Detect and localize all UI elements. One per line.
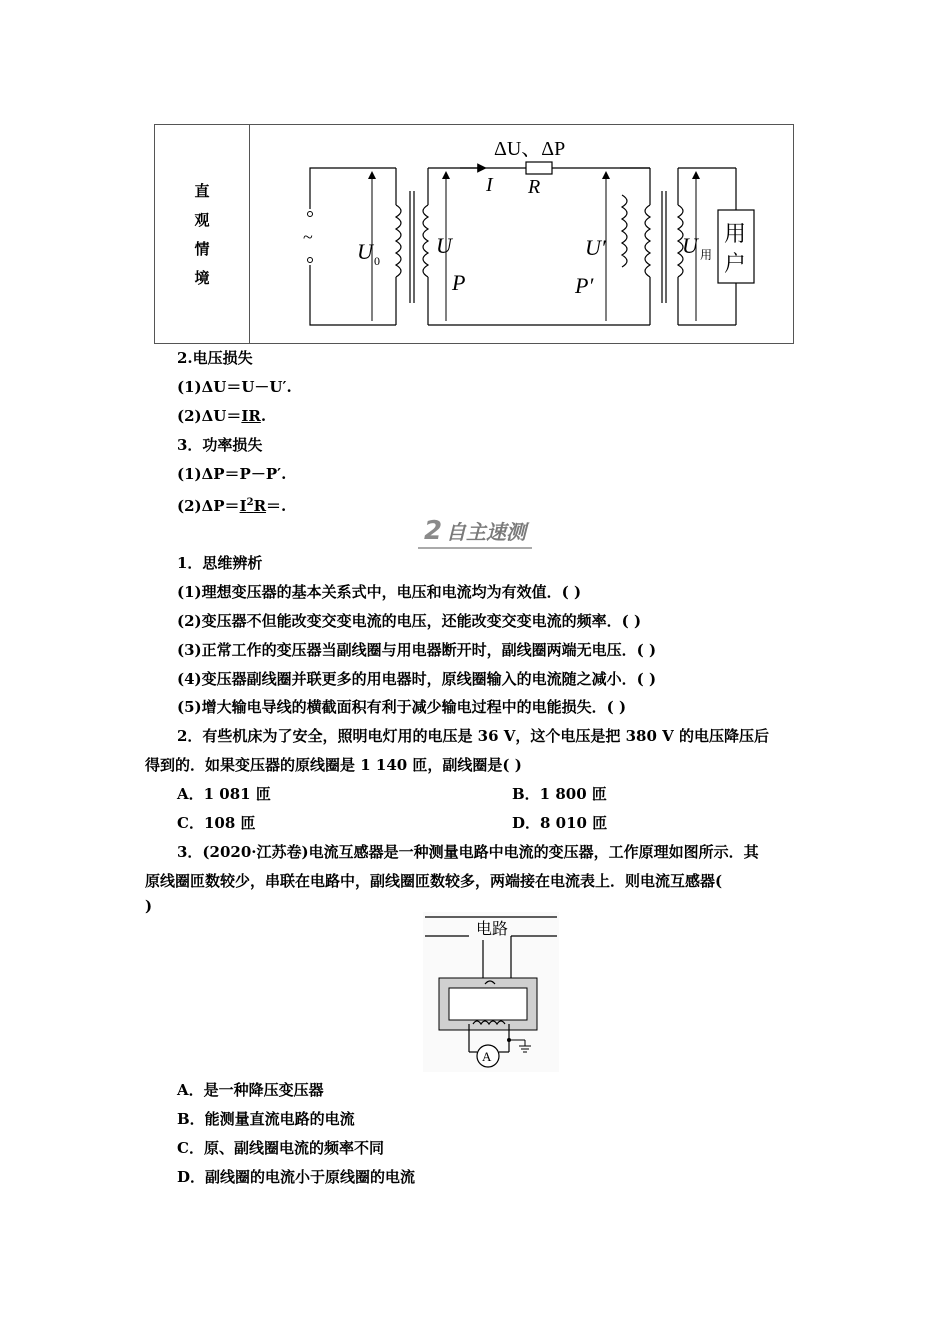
voltage-loss-formula-2 bbox=[177, 406, 266, 426]
section-number: 2 bbox=[423, 516, 443, 546]
q2-option-c: C．108 匝 bbox=[177, 814, 256, 832]
current-transformer-figure bbox=[423, 912, 559, 1072]
q3-stem-line: ) bbox=[145, 897, 153, 915]
q2-option-a: A．1 081 匝 bbox=[177, 785, 271, 803]
formula-text: (2)ΔU＝ bbox=[177, 407, 242, 425]
voltage-loss-heading: 2.电压损失 bbox=[177, 349, 253, 367]
resistor-label: R bbox=[528, 176, 541, 198]
power-loss-formula-1: (1)ΔP＝P－P′. bbox=[177, 465, 287, 483]
u0-label: U bbox=[357, 239, 373, 264]
q3-option-b: B．能测量直流电路的电流 bbox=[177, 1110, 355, 1128]
u-label: U bbox=[436, 233, 452, 258]
u-prime-label: U′ bbox=[585, 235, 606, 260]
q3-stem-line: 3．(2020·江苏卷)电流互感器是一种测量电路中电流的变压器，工作原理如图所示．其 bbox=[177, 843, 759, 861]
q1-item: (2)变压器不但能改变交变电流的电压，还能改变交变电流的频率．( ) bbox=[177, 612, 642, 630]
row-label-char: 境 bbox=[194, 269, 210, 287]
formula-text: (2)ΔP＝ bbox=[177, 497, 240, 515]
q1-heading: 1．思维辨析 bbox=[177, 554, 263, 572]
answer-blank: IR bbox=[241, 407, 261, 425]
q1-item: (4)变压器副线圈并联更多的用电器时，原线圈输入的电流随之减小．( ) bbox=[177, 670, 657, 688]
user-box-char: 户 bbox=[724, 251, 747, 276]
q3-option-c: C．原、副线圈电流的频率不同 bbox=[177, 1139, 384, 1157]
row-label bbox=[155, 177, 249, 293]
u-user-sub: 用 bbox=[700, 248, 713, 262]
q3-option-a: A．是一种降压变压器 bbox=[177, 1081, 324, 1099]
power-loss-formula-2 bbox=[177, 493, 286, 516]
row-label-char: 观 bbox=[194, 211, 210, 229]
q1-item: (5)增大输电导线的横截面积有利于减少输电过程中的电能损失．( ) bbox=[177, 698, 627, 716]
formula-text: R bbox=[253, 497, 267, 515]
u0-sub: 0 bbox=[374, 254, 380, 268]
formula-sup: 2 bbox=[246, 497, 254, 508]
section-title: 自主速测 bbox=[446, 520, 527, 544]
q1-item: (3)正常工作的变压器当副线圈与用电器断开时，副线圈两端无电压．( ) bbox=[177, 641, 657, 659]
q2-option-d: D．8 010 匝 bbox=[512, 814, 608, 832]
loss-label: ΔU、ΔP bbox=[494, 138, 566, 160]
q2-option-b: B．1 800 匝 bbox=[512, 785, 607, 803]
p-label: P bbox=[452, 270, 466, 295]
formula-text: ＝. bbox=[266, 497, 287, 515]
table-divider bbox=[249, 125, 250, 343]
user-box-char: 用 bbox=[724, 221, 747, 246]
section-header bbox=[0, 516, 950, 549]
q1-item: (1)理想变压器的基本关系式中，电压和电流均为有效值．( ) bbox=[177, 583, 582, 601]
transmission-diagram bbox=[300, 135, 760, 333]
formula-text: I bbox=[239, 497, 247, 515]
voltage-loss-formula-1: (1)ΔU＝U－U′. bbox=[177, 378, 292, 396]
q2-stem-line: 2．有些机床为了安全，照明电灯用的电压是 36 V，这个电压是把 380 V 的电压降压后 bbox=[177, 727, 770, 745]
u-user-label: U bbox=[682, 233, 698, 258]
q3-stem-line: 原线圈匝数较少，串联在电路中，副线圈匝数较多，两端接在电流表上．则电流互感器( bbox=[145, 872, 723, 890]
p-prime-label: P′ bbox=[575, 273, 594, 298]
row-label-char: 情 bbox=[194, 240, 210, 258]
q3-option-d: D．副线圈的电流小于原线圈的电流 bbox=[177, 1168, 416, 1186]
formula-text: . bbox=[260, 407, 267, 425]
source-symbol: ~ bbox=[303, 227, 313, 247]
circuit-label: 电路 bbox=[476, 921, 509, 938]
ammeter-symbol: A bbox=[482, 1049, 492, 1064]
section-badge bbox=[418, 516, 532, 549]
current-label: I bbox=[486, 174, 493, 196]
row-label-char: 直 bbox=[194, 182, 210, 200]
illustration-table bbox=[154, 124, 794, 344]
answer-blank bbox=[240, 497, 266, 515]
power-loss-heading: 3．功率损失 bbox=[177, 436, 263, 454]
q2-stem-line: 得到的．如果变压器的原线圈是 1 140 匝，副线圈是( ) bbox=[145, 756, 522, 774]
